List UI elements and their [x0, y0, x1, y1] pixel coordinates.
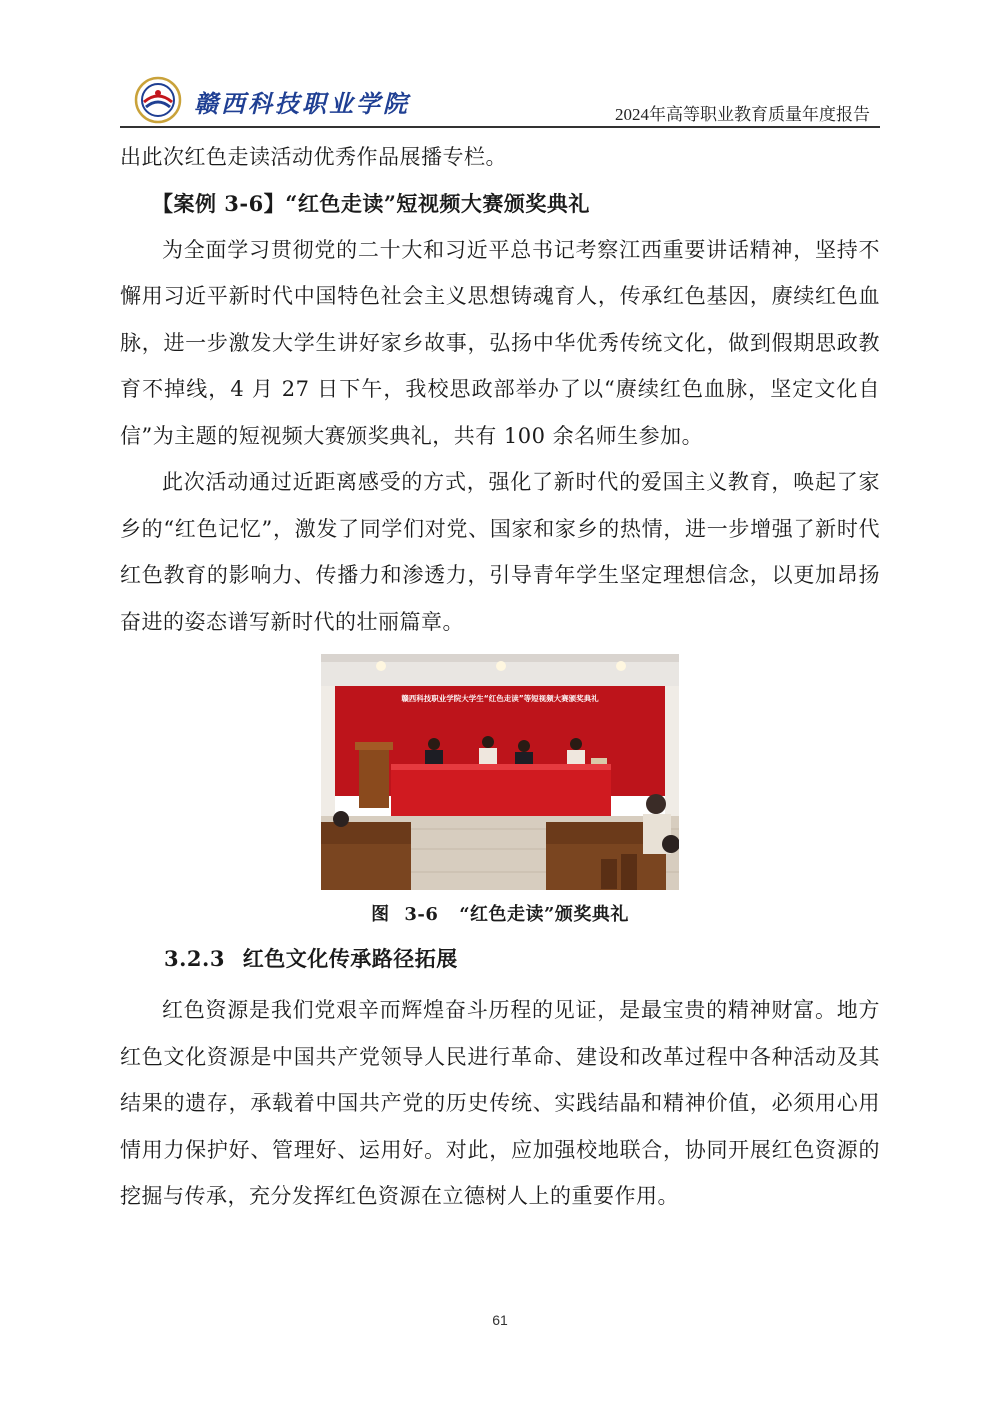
- section-number: 3.2.3: [164, 946, 225, 971]
- case-paragraph-2: 此次活动通过近距离感受的方式，强化了新时代的爱国主义教育，唤起了家乡的“红色记忆”，激发了同学们对党、国家和家乡的热情，进一步增强了新时代红色教育的影响力、传播力和渗透力，引导青年学生坚定理想信念，以更加昂扬奋进的姿态谱写新时代的壮丽篇章。: [120, 470, 880, 634]
- case-paragraph-1: 为全面学习贯彻党的二十大和习近平总书记考察江西重要讲话精神，坚持不懈用习近平新时代中国特色社会主义思想铸魂育人，传承红色基因，赓续红色血脉，进一步激发大学生讲好家乡故事，弘扬中华优秀传统文化，做到假期思政教育不掉线，4 月 27 日下午，我校思政部举办了以“赓续红色血脉，坚定文化自信”为主题的短视频大赛颁奖典礼，共有 100 余名师生参加。: [120, 237, 880, 448]
- report-title: 2024年高等职业教育质量年度报告: [615, 105, 870, 124]
- header-divider: [120, 126, 880, 128]
- ceremony-photo-illustration: [321, 654, 679, 890]
- banner-text: 赣西科技职业学院大学生“红色走读”等短视频大赛颁奖典礼: [401, 694, 599, 703]
- caption-label: 图: [371, 904, 390, 925]
- section-paragraph-1: 红色资源是我们党艰辛而辉煌奋斗历程的见证，是最宝贵的精神财富。地方红色文化资源是中国共产党领导人民进行革命、建设和改革过程中各种活动及其结果的遗存，承载着中国共产党的历史传统、实践结晶和精神价值，必须用心用情用力保护好、管理好、运用好。对此，应加强校地联合，协同开展红色资源的挖掘与传承，充分发挥红色资源在立德树人上的重要作用。: [120, 998, 880, 1208]
- caption-text: “红色走读”颁奖典礼: [459, 904, 629, 925]
- caption-number: 3-6: [404, 904, 439, 925]
- section-heading: [164, 944, 458, 974]
- main-content: [120, 134, 880, 645]
- page-header: [120, 70, 880, 126]
- page-number: 61: [492, 1312, 508, 1328]
- section-title: 红色文化传承路径拓展: [242, 946, 458, 971]
- case-title: 【案例 3-6】“红色走读”短视频大赛颁奖典礼: [152, 190, 590, 216]
- school-name: 赣西科技职业学院: [194, 89, 410, 118]
- school-logo-icon: [134, 76, 182, 124]
- figure-caption: [0, 900, 1000, 926]
- ceremony-photo: [321, 654, 679, 890]
- paragraph-continued: 出此次红色走读活动优秀作品展播专栏。: [120, 145, 507, 169]
- section-content: [120, 987, 880, 1220]
